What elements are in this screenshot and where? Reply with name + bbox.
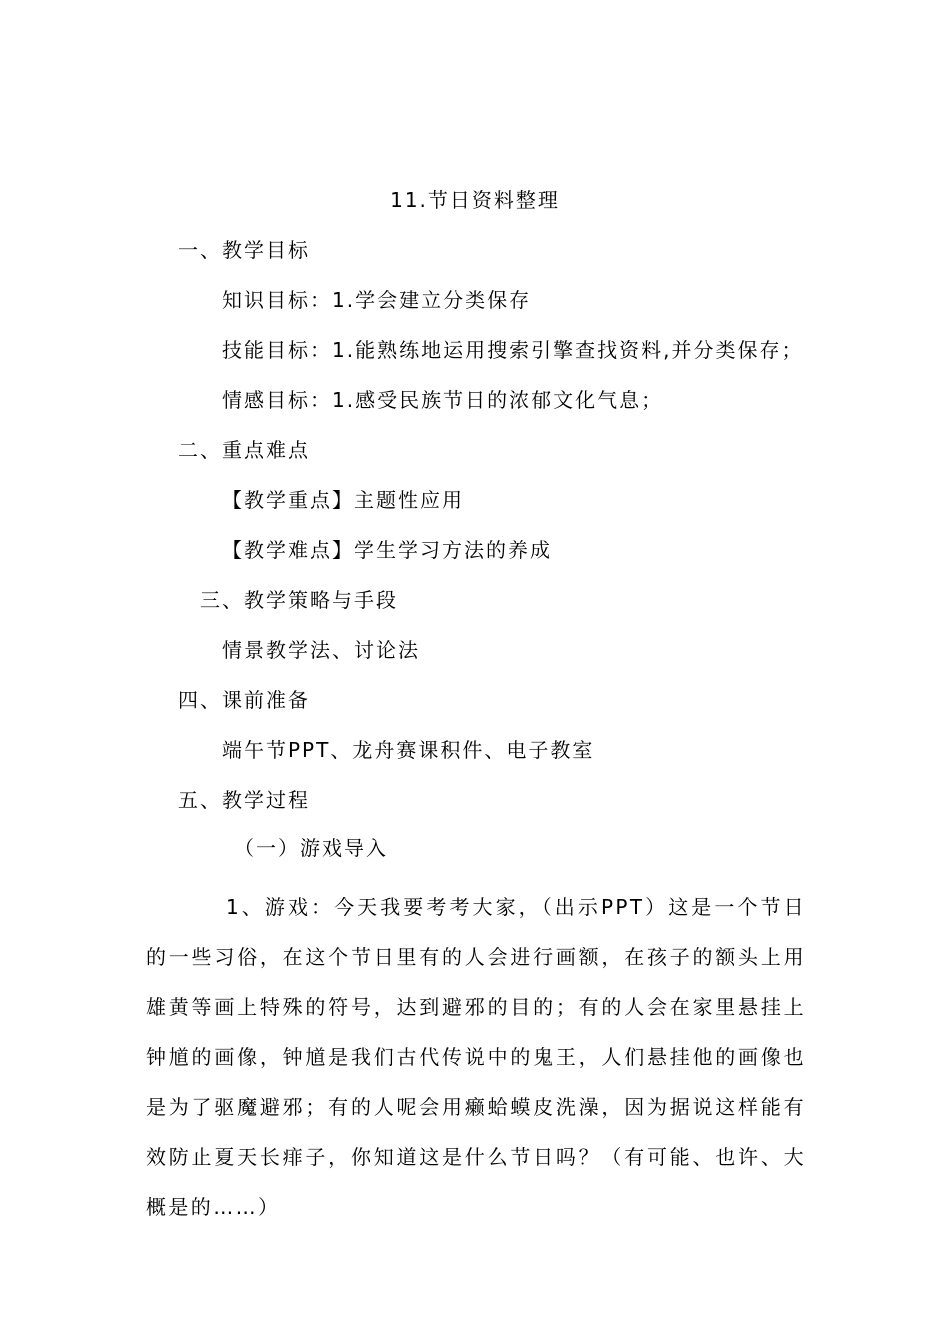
process-paragraph-game: 1、游戏：今天我要考考大家，（出示PPT）这是一个节日的一些习俗，在这个节日里有的人会进行画额，在孩子的额头上用雄黄等画上特殊的符号，达到避邪的目的；有的人会在家里悬挂上钟馗的画像，钟馗是我们古代传说中的鬼王，人们悬挂他的画像也是为了驱魔避邪；有的人呢会用癞蛤蟆皮洗澡，因为据说这样能有效防止夏天长痱子，你知道这是什么节日吗？（有可能、也许、大概是的……） (146, 895, 806, 1219)
process-subheading-game: （一）游戏导入 (234, 836, 388, 860)
document-title: 11.节日资料整理 (390, 188, 560, 212)
knowledge-objective: 知识目标：1.学会建立分类保存 (222, 288, 532, 312)
emotion-objective: 情感目标：1.感受民族节日的浓郁文化气息； (222, 388, 664, 412)
section-heading-process: 五、教学过程 (178, 788, 310, 812)
teaching-focus: 【教学重点】主题性应用 (222, 488, 464, 512)
skill-objective: 技能目标：1.能熟练地运用搜索引擎查找资料,并分类保存； (222, 338, 804, 362)
section-heading-key-points: 二、重点难点 (178, 438, 310, 462)
section-heading-preparation: 四、课前准备 (178, 688, 310, 712)
section-heading-strategies: 三、教学策略与手段 (200, 588, 398, 612)
teaching-difficulty: 【教学难点】学生学习方法的养成 (222, 538, 552, 562)
section-heading-objectives: 一、教学目标 (178, 238, 310, 262)
preparation-content: 端午节PPT、龙舟赛课积件、电子教室 (222, 738, 595, 762)
strategies-content: 情景教学法、讨论法 (222, 638, 420, 662)
